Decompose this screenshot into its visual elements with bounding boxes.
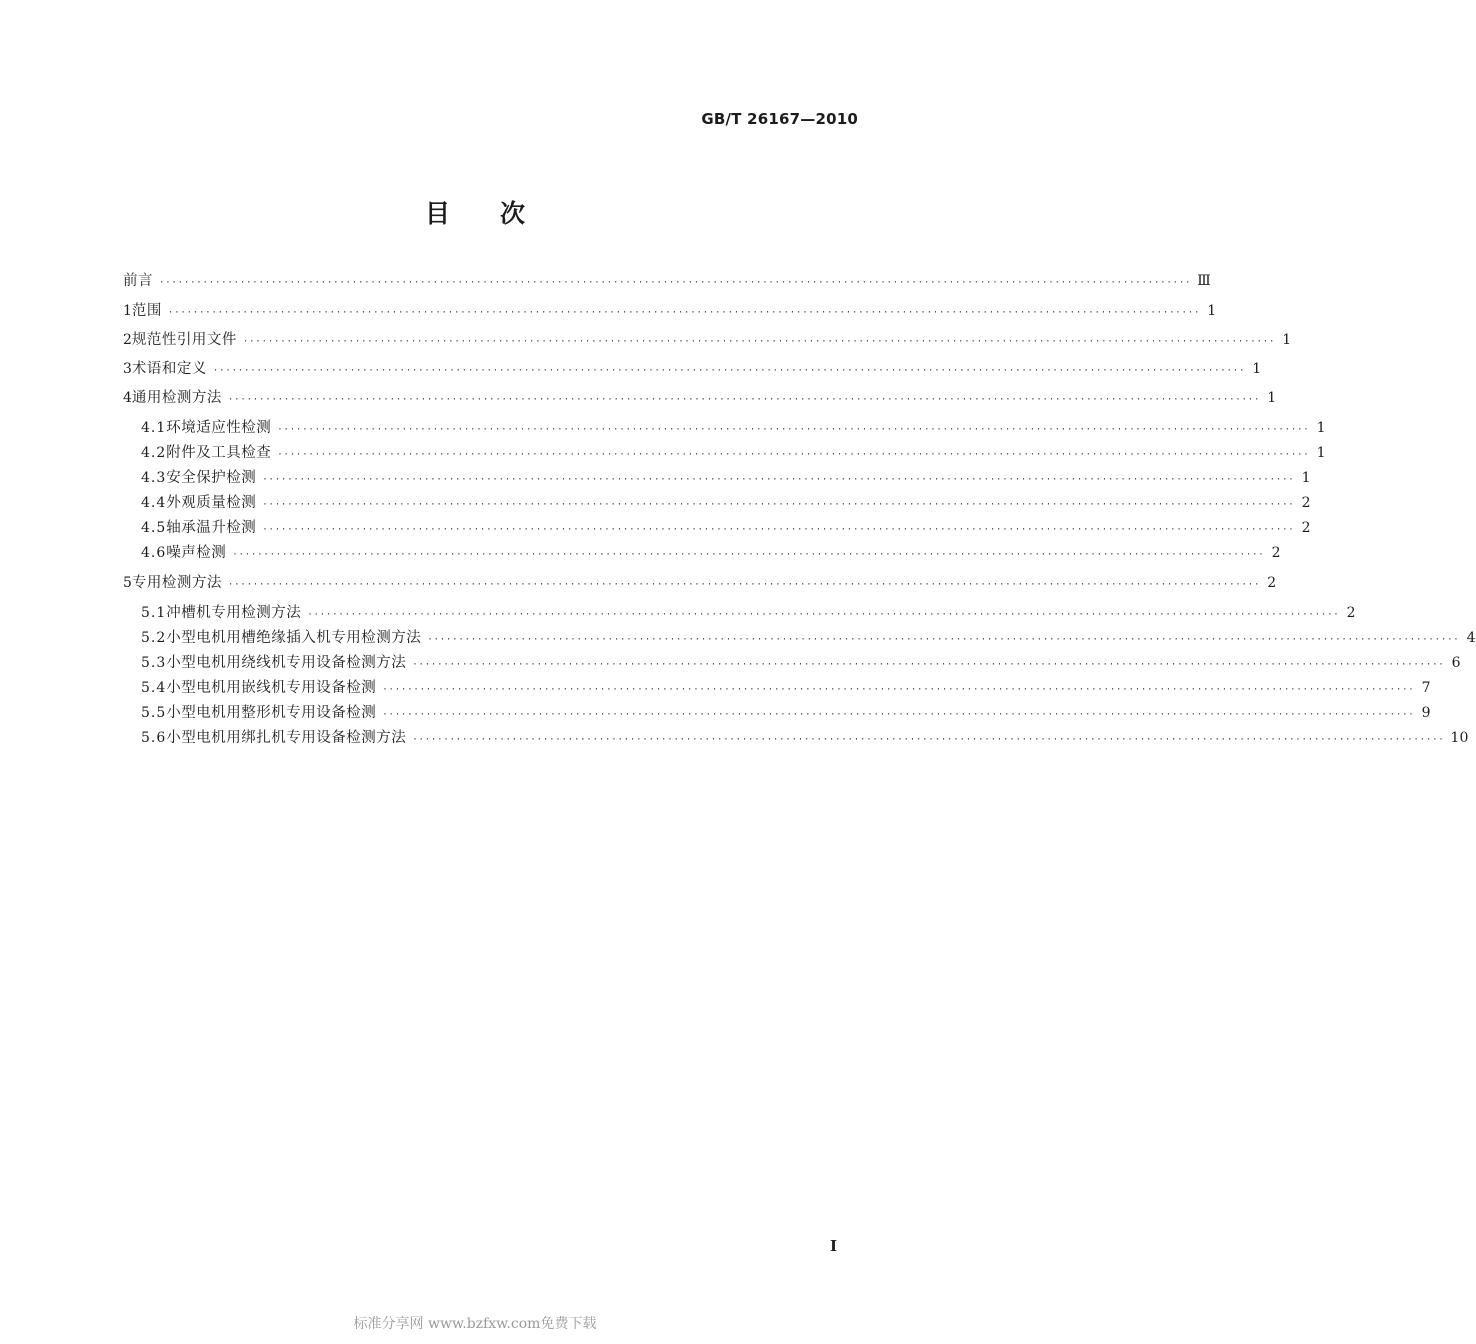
toc-entry-page: 2 [1301, 520, 1311, 536]
toc-entry-label: 轴承温升检测 [166, 520, 257, 536]
toc-entry-page: 1 [1316, 420, 1326, 436]
toc-entry-label: 小型电机用嵌线机专用设备检测 [166, 680, 377, 696]
standard-number: GB/T 26167—2010 [701, 110, 858, 128]
toc-entry-number: 5 [123, 575, 132, 591]
toc-entry-label: 术语和定义 [131, 361, 207, 377]
toc-entry-page: 4 [1466, 630, 1476, 646]
toc-entry-number: 4.3 [141, 470, 167, 486]
toc-entry [141, 517, 1311, 539]
dot-leader: ······································································································································································ [262, 475, 1295, 485]
toc-entry-page: 2 [1346, 605, 1356, 621]
toc-entry-page: 1 [1207, 303, 1217, 319]
toc-entry [141, 627, 1476, 649]
watermark-text: 标准分享网 www.bzfxw.com免费下载 [353, 1316, 597, 1332]
toc-entry-label: 通用检测方法 [131, 390, 222, 406]
toc-entry-page: 1 [1301, 470, 1311, 486]
toc-entry [141, 467, 1311, 489]
toc-entry [141, 727, 1469, 749]
toc-entry-page: 9 [1421, 705, 1431, 721]
toc-entry-page: 1 [1252, 361, 1262, 377]
dot-leader: ······································································································································································ [382, 710, 1415, 720]
toc-entry-number: 4.6 [141, 545, 167, 561]
dot-leader: ······································································································································································ [307, 610, 1340, 620]
toc-entry-number: 5.4 [141, 680, 167, 696]
toc-entry-number: 2 [123, 332, 132, 348]
toc-entry-page: 1 [1267, 390, 1277, 406]
dot-leader: ······································································································································································ [227, 395, 1261, 405]
toc-entry [141, 492, 1311, 514]
dot-leader: ······································································································································································ [262, 500, 1295, 510]
toc-entry-page: 10 [1450, 730, 1469, 746]
toc-entry [141, 442, 1326, 464]
toc-entry-number: 1 [123, 303, 132, 319]
dot-leader: ······································································································································································ [167, 308, 1201, 318]
toc-entry-label: 外观质量检测 [166, 495, 257, 511]
toc-entry [141, 417, 1326, 439]
toc-entry-page: 1 [1282, 332, 1292, 348]
toc-entry [141, 677, 1431, 699]
toc-entry [123, 387, 1277, 409]
toc-entry [123, 572, 1277, 594]
toc-entry-number: 5.5 [141, 705, 167, 721]
toc-entry [123, 270, 1211, 292]
toc-entry-number: 5.2 [141, 630, 167, 646]
toc-entry-label: 小型电机用槽绝缘插入机专用检测方法 [166, 630, 422, 646]
toc-entry-label: 前言 [123, 273, 153, 289]
page-number: I [830, 1237, 838, 1255]
toc-entry [123, 300, 1217, 322]
toc-entry-number: 4.4 [141, 495, 167, 511]
toc-entry-number: 5.3 [141, 655, 167, 671]
toc-entry-number: 5.6 [141, 730, 167, 746]
toc-entry-number: 4.5 [141, 520, 167, 536]
toc-entry-number: 4.1 [141, 420, 167, 436]
dot-leader: ······································································································································································ [262, 525, 1295, 535]
toc-entry [123, 329, 1292, 351]
toc-entry-label: 小型电机用绑扎机专用设备检测方法 [166, 730, 407, 746]
toc-entry-label: 规范性引用文件 [131, 332, 237, 348]
toc-entry-number: 4 [123, 390, 132, 406]
dot-leader: ······································································································································································ [159, 278, 1192, 288]
toc-entry-label: 安全保护检测 [166, 470, 257, 486]
dot-leader: ······································································································································································ [277, 425, 1310, 435]
dot-leader: ······································································································································································ [242, 337, 1276, 347]
dot-leader: ······································································································································································ [277, 450, 1310, 460]
toc-entry [141, 702, 1431, 724]
toc-entry-label: 专用检测方法 [131, 575, 222, 591]
dot-leader: ······································································································································································ [412, 660, 1445, 670]
dot-leader: ······································································································································································ [412, 735, 1445, 745]
dot-leader: ······································································································································································ [382, 685, 1415, 695]
toc-entry-page: 2 [1271, 545, 1281, 561]
toc-entry-label: 小型电机用绕线机专用设备检测方法 [166, 655, 407, 671]
dot-leader: ······································································································································································ [427, 635, 1460, 645]
toc-entry-label: 冲槽机专用检测方法 [166, 605, 302, 621]
toc-entry-label: 环境适应性检测 [166, 420, 272, 436]
toc-entry-number: 5.1 [141, 605, 167, 621]
dot-leader: ······································································································································································ [227, 580, 1261, 590]
toc-entry-label: 附件及工具检查 [166, 445, 272, 461]
toc-entry-label: 范围 [131, 303, 162, 319]
toc-entry-page: 2 [1301, 495, 1311, 511]
toc-entry-label: 噪声检测 [166, 545, 227, 561]
toc-entry [141, 542, 1281, 564]
toc-entry-number: 3 [123, 361, 132, 377]
toc-entry-number: 4.2 [141, 445, 167, 461]
toc-entry-page: 1 [1316, 445, 1326, 461]
toc-entry-label: 小型电机用整形机专用设备检测 [166, 705, 377, 721]
toc-entry-page: 2 [1267, 575, 1277, 591]
toc-entry-page: Ⅲ [1197, 273, 1211, 289]
toc-entry [123, 358, 1262, 380]
dot-leader: ······································································································································································ [232, 550, 1265, 560]
toc-entry [141, 602, 1356, 624]
toc-entry-page: 7 [1421, 680, 1431, 696]
toc-entry [141, 652, 1461, 674]
toc-title: 目次 [424, 199, 575, 228]
toc-entry-page: 6 [1451, 655, 1461, 671]
dot-leader: ······································································································································································ [212, 366, 1246, 376]
